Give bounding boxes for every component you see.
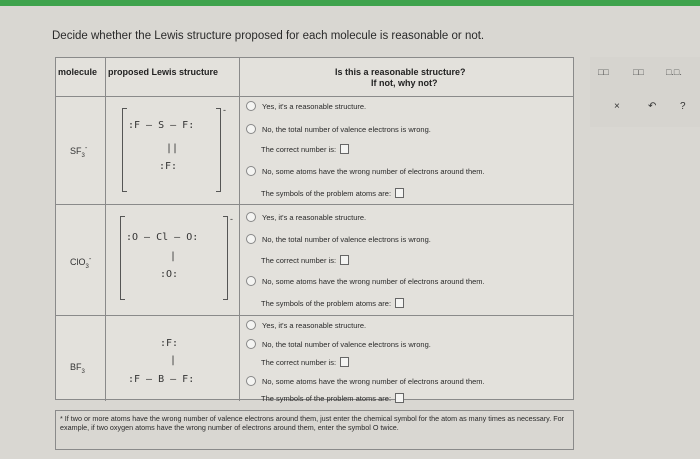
option-some-atoms-wrong[interactable] — [246, 376, 485, 386]
molecule-sf3 — [70, 143, 87, 159]
correct-number-line — [261, 144, 349, 154]
instruction-note: * If two or more atoms have the wrong number of valence electrons around them, just enter the chemical symbol for the atom as many times as necessary. For example, if two oxygen atoms have the wrong number of electrons around them, enter the symbol O twice. — [60, 414, 565, 432]
molecule-formula: BF — [70, 362, 82, 372]
option-yes[interactable] — [246, 320, 366, 330]
lewis-line-1: :F: — [160, 338, 179, 349]
lewis-bracket-right — [223, 216, 228, 300]
option-total-wrong[interactable] — [246, 339, 431, 349]
correct-number-label: The correct number is: — [261, 357, 337, 367]
correct-number-input[interactable] — [340, 144, 349, 154]
superscript-tool[interactable]: □□ — [598, 67, 609, 77]
radio-button[interactable] — [246, 166, 256, 176]
correct-number-line — [261, 357, 349, 367]
molecule-bf3 — [70, 359, 85, 375]
col-divider-2 — [239, 58, 240, 401]
problem-atoms-line — [261, 393, 404, 403]
lewis-bracket-right — [216, 108, 221, 192]
molecule-formula: ClO — [70, 257, 86, 267]
option-total-wrong[interactable] — [246, 124, 431, 134]
question-text: Decide whether the Lewis structure proposed for each molecule is reasonable or not. — [52, 30, 485, 42]
help-icon[interactable]: ? — [680, 101, 686, 112]
correct-number-input[interactable] — [340, 357, 349, 367]
option-label: No, some atoms have the wrong number of electrons around them. — [262, 276, 485, 286]
radio-button[interactable] — [246, 320, 256, 330]
col-header-lewis: proposed Lewis structure — [108, 67, 219, 77]
lewis-table — [55, 57, 574, 403]
option-label: No, the total number of valence electrons is wrong. — [262, 339, 431, 349]
molecule-clo3 — [70, 254, 91, 270]
option-total-wrong[interactable] — [246, 234, 431, 244]
molecule-subscript: 3 — [85, 263, 89, 270]
lewis-line-1: :O — Cl — O: — [126, 232, 199, 243]
option-some-atoms-wrong[interactable] — [246, 276, 485, 286]
undo-icon[interactable]: ↶ — [648, 101, 657, 112]
option-yes[interactable] — [246, 101, 366, 111]
col-header-molecule: molecule — [58, 67, 98, 77]
option-label: No, the total number of valence electrons is wrong. — [262, 124, 431, 134]
radio-button[interactable] — [246, 339, 256, 349]
lewis-charge: - — [230, 214, 233, 224]
lewis-bracket-left — [120, 216, 125, 300]
answer-tools — [590, 57, 700, 127]
problem-atoms-input[interactable] — [395, 393, 404, 403]
problem-atoms-input[interactable] — [395, 188, 404, 198]
radio-button[interactable] — [246, 212, 256, 222]
correct-number-line — [261, 255, 349, 265]
molecule-subscript: 3 — [81, 368, 85, 375]
option-label: Yes, it's a reasonable structure. — [262, 101, 367, 111]
problem-atoms-label: The symbols of the problem atoms are: — [261, 298, 392, 308]
lewis-line-2: | — [170, 251, 177, 262]
close-icon[interactable]: × — [614, 101, 620, 112]
header-divider — [56, 96, 573, 97]
correct-number-input[interactable] — [340, 255, 349, 265]
molecule-superscript: - — [88, 254, 92, 263]
option-label: Yes, it's a reasonable structure. — [262, 212, 367, 222]
radio-button[interactable] — [246, 276, 256, 286]
problem-atoms-label: The symbols of the problem atoms are: — [261, 188, 392, 198]
subscript-tool[interactable]: □□ — [633, 67, 644, 77]
top-accent-bar — [0, 0, 700, 6]
col-divider-1 — [105, 58, 106, 401]
col-header-reason-sub: If not, why not? — [371, 78, 438, 88]
option-some-atoms-wrong[interactable] — [246, 166, 485, 176]
lewis-line-2: | — [170, 355, 177, 366]
lewis-line-2: || — [166, 143, 179, 154]
dots-tool[interactable]: □.□. — [666, 67, 682, 77]
option-label: No, some atoms have the wrong number of electrons around them. — [262, 376, 485, 386]
radio-button[interactable] — [246, 124, 256, 134]
correct-number-label: The correct number is: — [261, 144, 337, 154]
lewis-line-3: :F: — [159, 161, 178, 172]
problem-atoms-line — [261, 298, 404, 308]
problem-atoms-label: The symbols of the problem atoms are: — [261, 393, 392, 403]
radio-button[interactable] — [246, 376, 256, 386]
row-divider-2 — [56, 315, 573, 316]
molecule-superscript: - — [84, 143, 88, 152]
col-header-reason: Is this a reasonable structure? — [335, 67, 466, 77]
lewis-line-3: :O: — [160, 269, 179, 280]
option-yes[interactable] — [246, 212, 366, 222]
option-label: No, the total number of valence electrons is wrong. — [262, 234, 431, 244]
lewis-charge: - — [223, 105, 226, 115]
option-label: No, some atoms have the wrong number of electrons around them. — [262, 166, 485, 176]
radio-button[interactable] — [246, 101, 256, 111]
problem-atoms-input[interactable] — [395, 298, 404, 308]
row-divider-1 — [56, 204, 573, 205]
correct-number-label: The correct number is: — [261, 255, 337, 265]
lewis-line-3: :F — B — F: — [128, 374, 195, 385]
radio-button[interactable] — [246, 234, 256, 244]
molecule-subscript: 3 — [81, 152, 85, 159]
lewis-bracket-left — [122, 108, 127, 192]
molecule-formula: SF — [70, 146, 82, 156]
lewis-line-1: :F — S — F: — [128, 120, 195, 131]
problem-atoms-line — [261, 188, 404, 198]
option-label: Yes, it's a reasonable structure. — [262, 320, 367, 330]
